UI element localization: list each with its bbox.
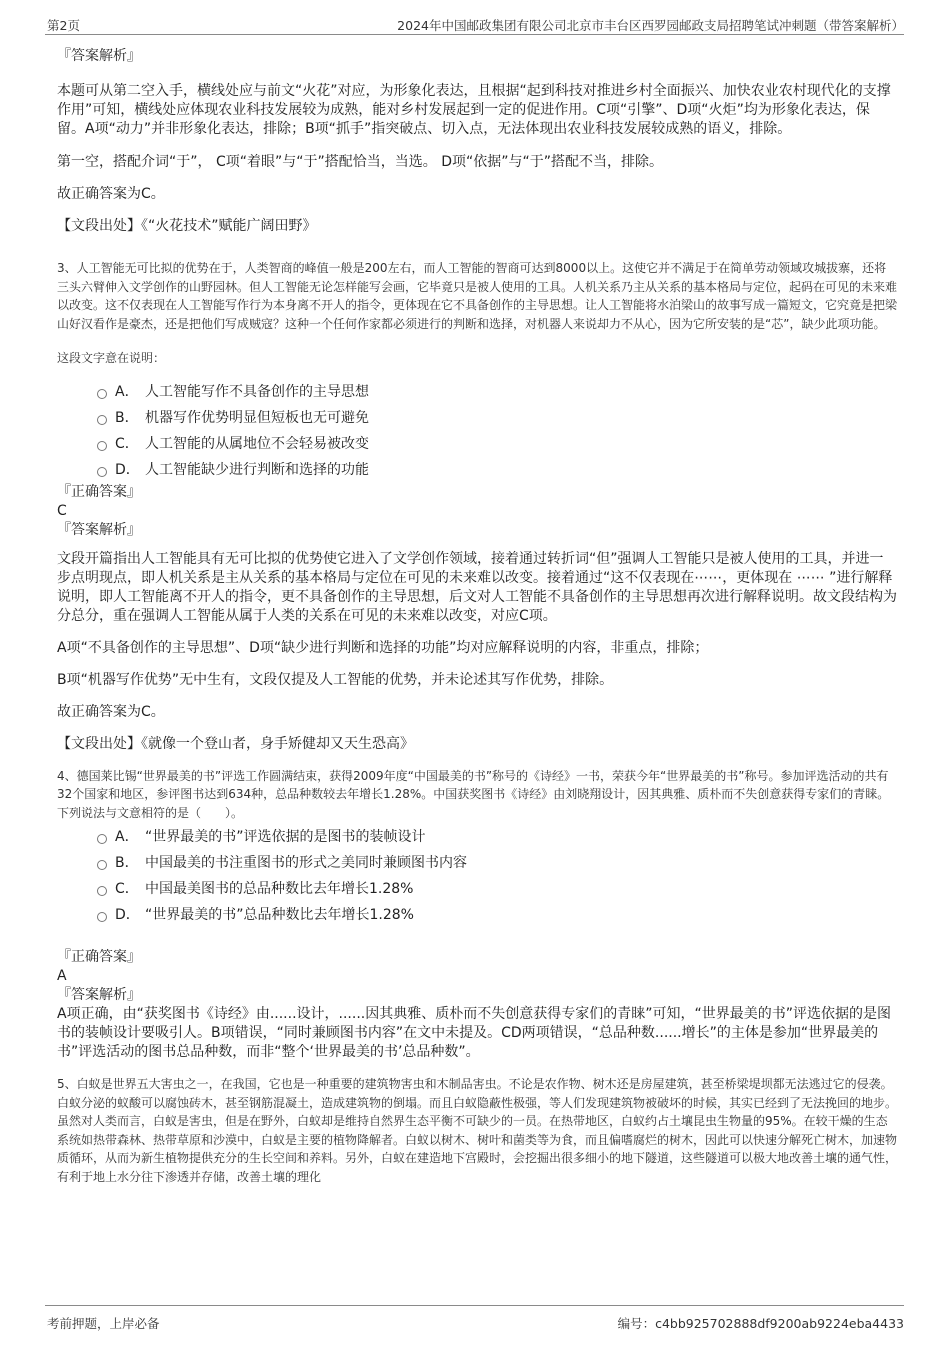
q2-conclusion: 故正确答案为C。 [57, 186, 165, 202]
q3-question: 这段文字意在说明： [57, 351, 166, 365]
q3-option-b[interactable]: B． 机器写作优势明显但短板也无可避免 [57, 405, 897, 431]
radio-button-icon[interactable] [97, 389, 107, 399]
q4-option-b[interactable]: B． 中国最美的书注重图书的形式之美同时兼顾图书内容 [57, 850, 897, 876]
radio-button-icon[interactable] [97, 860, 107, 870]
q3-answer-label: 『正确答案』 [57, 483, 141, 500]
q4-analysis-paragraph-1: A项正确，由“获奖图书《诗经》由......设计，......因其典雅、质朴而不失创意获得专家们的青睐”可知，“世界最美的书”评选依据的是图书的装帧设计要吸引人。B项错误，“同时兼顾图书内容”在文中未提及。CD两项错误，“总品种数......增长”的主体是参加“世界最美的书”评选活动的图书总品种数，而非“整个‘世界最美的书’总品种数”。 [57, 1006, 891, 1060]
document-code: 编号：c4bb925702888df9200ab9224eba4433 [617, 1316, 904, 1331]
q4-option-a[interactable]: A． “世界最美的书”评选依据的是图书的装帧设计 [57, 824, 897, 850]
q2-analysis-label: 『答案解析』 [57, 48, 141, 64]
q4-option-c[interactable]: C． 中国最美图书的总品种数比去年增长1.28% [57, 876, 897, 902]
q3-option-a[interactable]: A． 人工智能写作不具备创作的主导思想 [57, 379, 897, 405]
page-footer [45, 1305, 904, 1331]
page-header [45, 14, 904, 35]
q4-answer: A [57, 968, 67, 984]
footer-slogan: 考前押题，上岸必备 [47, 1316, 160, 1331]
q3-answer: C [57, 502, 67, 519]
q5-stem: 5、白蚁是世界五大害虫之一，在我国，它也是一种重要的建筑物害虫和木制品害虫。不论是农作物、树木还是房屋建筑，甚至桥梁堤坝都无法逃过它的侵袭。白蚁分泌的蚁酸可以腐蚀砖木，甚至钢筋混凝土，造成建筑物的倒塌。而且白蚁隐蔽性极强，等人们发现建筑物被破坏的时候，其实已经到了无法挽回的地步。虽然对人类而言，白蚁是害虫，但是在野外，白蚁却是维持自然界生态平衡不可缺少的一员。在热带地区，白蚁约占土壤昆虫生物量的95%。在较干燥的生态系统如热带森林、热带草原和沙漠中，白蚁是主要的植物降解者。白蚁以树木、树叶和菌类等为食，而且偏嗜腐烂的树木，因此可以快速分解死亡树木，加速物质循环，从而为新生植物提供充分的生长空间和养料。另外，白蚁在建造地下宫殿时，会挖掘出很多细小的地下隧道，这些隧道可以极大地改善土壤的通气性，有利于地上水分往下渗透并存储，改善土壤的理化 [57, 1077, 898, 1184]
radio-button-icon[interactable] [97, 912, 107, 922]
page-number: 第2页 [47, 18, 80, 33]
radio-button-icon[interactable] [97, 441, 107, 451]
q3-source: 【文段出处】《就像一个登山者，身手矫健却又天生恐高》 [57, 735, 414, 752]
q3-analysis-paragraph-3: B项“机器写作优势”无中生有，文段仅提及人工智能的优势，并未论述其写作优势，排除。 [57, 671, 614, 688]
q4-answer-label: 『正确答案』 [57, 949, 141, 965]
q2-analysis-paragraph-1: 本题可从第二空入手，横线处应与前文“火花”对应，为形象化表达，且根据“起到科技对推进乡村全面振兴、加快农业农村现代化的支撑作用”可知，横线处应体现农业科技发展较为成熟，能对乡村发展起到一定的促进作用。C项“引擎”、D项“火炬”均为形象化表达，保留。A项“动力”并非形象化表达，排除；B项“抓手”指突破点、切入点，无法体现出农业科技发展较成熟的语义，排除。 [57, 83, 891, 137]
page-content [57, 44, 897, 1186]
document-title: 2024年中国邮政集团有限公司北京市丰台区西罗园邮政支局招聘笔试冲刺题（带答案解析） [397, 18, 904, 33]
q4-analysis-label: 『答案解析』 [57, 987, 141, 1003]
radio-button-icon[interactable] [97, 886, 107, 896]
q4-stem: 4、德国莱比锡“世界最美的书”评选工作圆满结束，获得2009年度“中国最美的书”称号的《诗经》一书，荣获今年“世界最美的书”称号。参加评选活动的共有32个国家和地区，参评图书达到634种，总品种数较去年增长1.28%。中国获奖图书《诗经》由刘晓翔设计，因其典雅、质朴而不失创意获得专家们的青睐。 [57, 768, 890, 801]
radio-button-icon[interactable] [97, 415, 107, 425]
q2-analysis-paragraph-2: 第一空，搭配介词“于”， C项“着眼”与“于”搭配恰当，当选。 D项“依据”与“于”搭配不当，排除。 [57, 154, 663, 170]
q3-conclusion: 故正确答案为C。 [57, 703, 165, 720]
q3-options [57, 379, 897, 483]
q3-option-c[interactable]: C． 人工智能的从属地位不会轻易被改变 [57, 431, 897, 457]
radio-button-icon[interactable] [97, 467, 107, 477]
q3-option-d[interactable]: D． 人工智能缺少进行判断和选择的功能 [57, 457, 897, 483]
q3-analysis-paragraph-2: A项“不具备创作的主导思想”、D项“缺少进行判断和选择的功能”均对应解释说明的内容，非重点，排除； [57, 639, 709, 656]
q3-analysis-paragraph-1: 文段开篇指出人工智能具有无可比拟的优势使它进入了文学创作领域，接着通过转折词“但”强调人工智能只是被人使用的工具，并进一步点明现点，即人机关系是主从关系的基本格局与定位在可见的未来难以改变。接着通过“这不仅表现在⋯⋯，更体现在 ⋯⋯ ”进行解释说明，即人工智能离不开人的指令，更不具备创作的主导思想，后文对人工智能不具备创作的主导思想再次进行解释说明。故文段结构为分总分，重在强调人工智能从属于人类的关系在可见的未来难以改变，对应C项。 [57, 550, 897, 624]
q3-stem: 3、人工智能无可比拟的优势在于，人类智商的峰值一般是200左右，而人工智能的智商可达到8000以上。这使它并不满足于在简单劳动领域攻城拔寨，还将三头六臂伸入文学创作的山野园林。但人工智能无论怎样能写会画，它毕竟只是被人使用的工具。人机关系乃主从关系的基本格局与定位，起码在可见的未来难以改变。这不仅表现在人工智能写作行为本身离不开人的指令，更体现在它不具备创作的主导思想。让人工智能将水泊梁山的故事写成一篇短文，它究竟是把梁山好汉看作是豪杰，还是把他们写成贼寇？这种一个任何作家都必须进行的判断和选择，对机器人来说却力不从心，因为它所安装的是“芯”，缺少此项功能。 [57, 261, 898, 331]
q4-options [57, 824, 897, 928]
q3-analysis-label: 『答案解析』 [57, 521, 141, 538]
q4-question: 下列说法与文意相符的是（ ）。 [57, 805, 244, 820]
q4-option-d[interactable]: D． “世界最美的书”总品种数比去年增长1.28% [57, 902, 897, 928]
radio-button-icon[interactable] [97, 834, 107, 844]
q2-source: 【文段出处】《“火花技术”赋能广阔田野》 [57, 218, 317, 234]
